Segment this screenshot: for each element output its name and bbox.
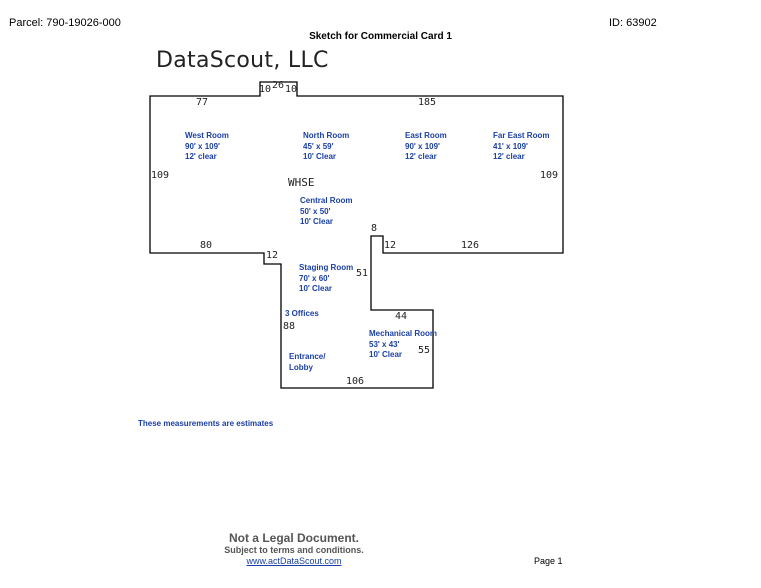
dimension-label: 10 bbox=[285, 84, 298, 95]
entrance-lobby-label: Entrance/ Lobby bbox=[289, 352, 326, 372]
whse-label: WHSE bbox=[288, 176, 315, 189]
dimension-label: 106 bbox=[346, 376, 365, 387]
dimension-label: 109 bbox=[540, 170, 559, 181]
estimate-note: These measurements are estimates bbox=[138, 419, 274, 428]
legal-disclaimer: Not a Legal Document. bbox=[228, 531, 359, 545]
dimension-label: 51 bbox=[356, 268, 369, 279]
dimension-label: 185 bbox=[418, 97, 437, 108]
building-outline bbox=[150, 82, 563, 388]
far-east-room-label: Far East Room 41' x 109' 12' clear bbox=[493, 131, 550, 161]
central-room-label: Central Room 50' x 50' 10' Clear bbox=[300, 196, 353, 226]
dimension-label: 109 bbox=[151, 170, 170, 181]
dimension-label: 126 bbox=[461, 240, 480, 251]
dimension-label: 12 bbox=[384, 240, 397, 251]
record-id: ID: 63902 bbox=[609, 17, 657, 29]
dimension-label: 12 bbox=[266, 250, 279, 261]
north-room-label: North Room 45' x 59' 10' Clear bbox=[303, 131, 350, 161]
offices-label: 3 Offices bbox=[285, 309, 319, 318]
dimension-label: 77 bbox=[196, 97, 209, 108]
sketch-title: Sketch for Commercial Card 1 bbox=[309, 31, 452, 42]
dimension-label: 55 bbox=[418, 345, 431, 356]
dimension-label: 80 bbox=[200, 240, 213, 251]
dimension-label: 26 bbox=[272, 80, 285, 91]
east-room-label: East Room 90' x 109' 12' clear bbox=[405, 131, 447, 161]
staging-room-label: Staging Room 70' x 60' 10' Clear bbox=[299, 263, 354, 293]
dimension-label: 44 bbox=[395, 311, 408, 322]
page-number: Page 1 bbox=[534, 556, 563, 566]
dimension-label: 88 bbox=[283, 321, 296, 332]
west-room-label: West Room 90' x 109' 12' clear bbox=[185, 131, 229, 161]
parcel-number: Parcel: 790-19026-000 bbox=[9, 17, 121, 29]
mechanical-room-label: Mechanical Room 53' x 43' 10' Clear bbox=[369, 329, 438, 359]
dimension-label: 8 bbox=[371, 223, 378, 234]
dimension-label: 10 bbox=[259, 84, 272, 95]
datascout-logo: DataScout, LLC bbox=[156, 48, 329, 73]
datascout-link[interactable]: www.actDataScout.com bbox=[246, 556, 342, 566]
terms-notice: Subject to terms and conditions. bbox=[224, 545, 364, 555]
